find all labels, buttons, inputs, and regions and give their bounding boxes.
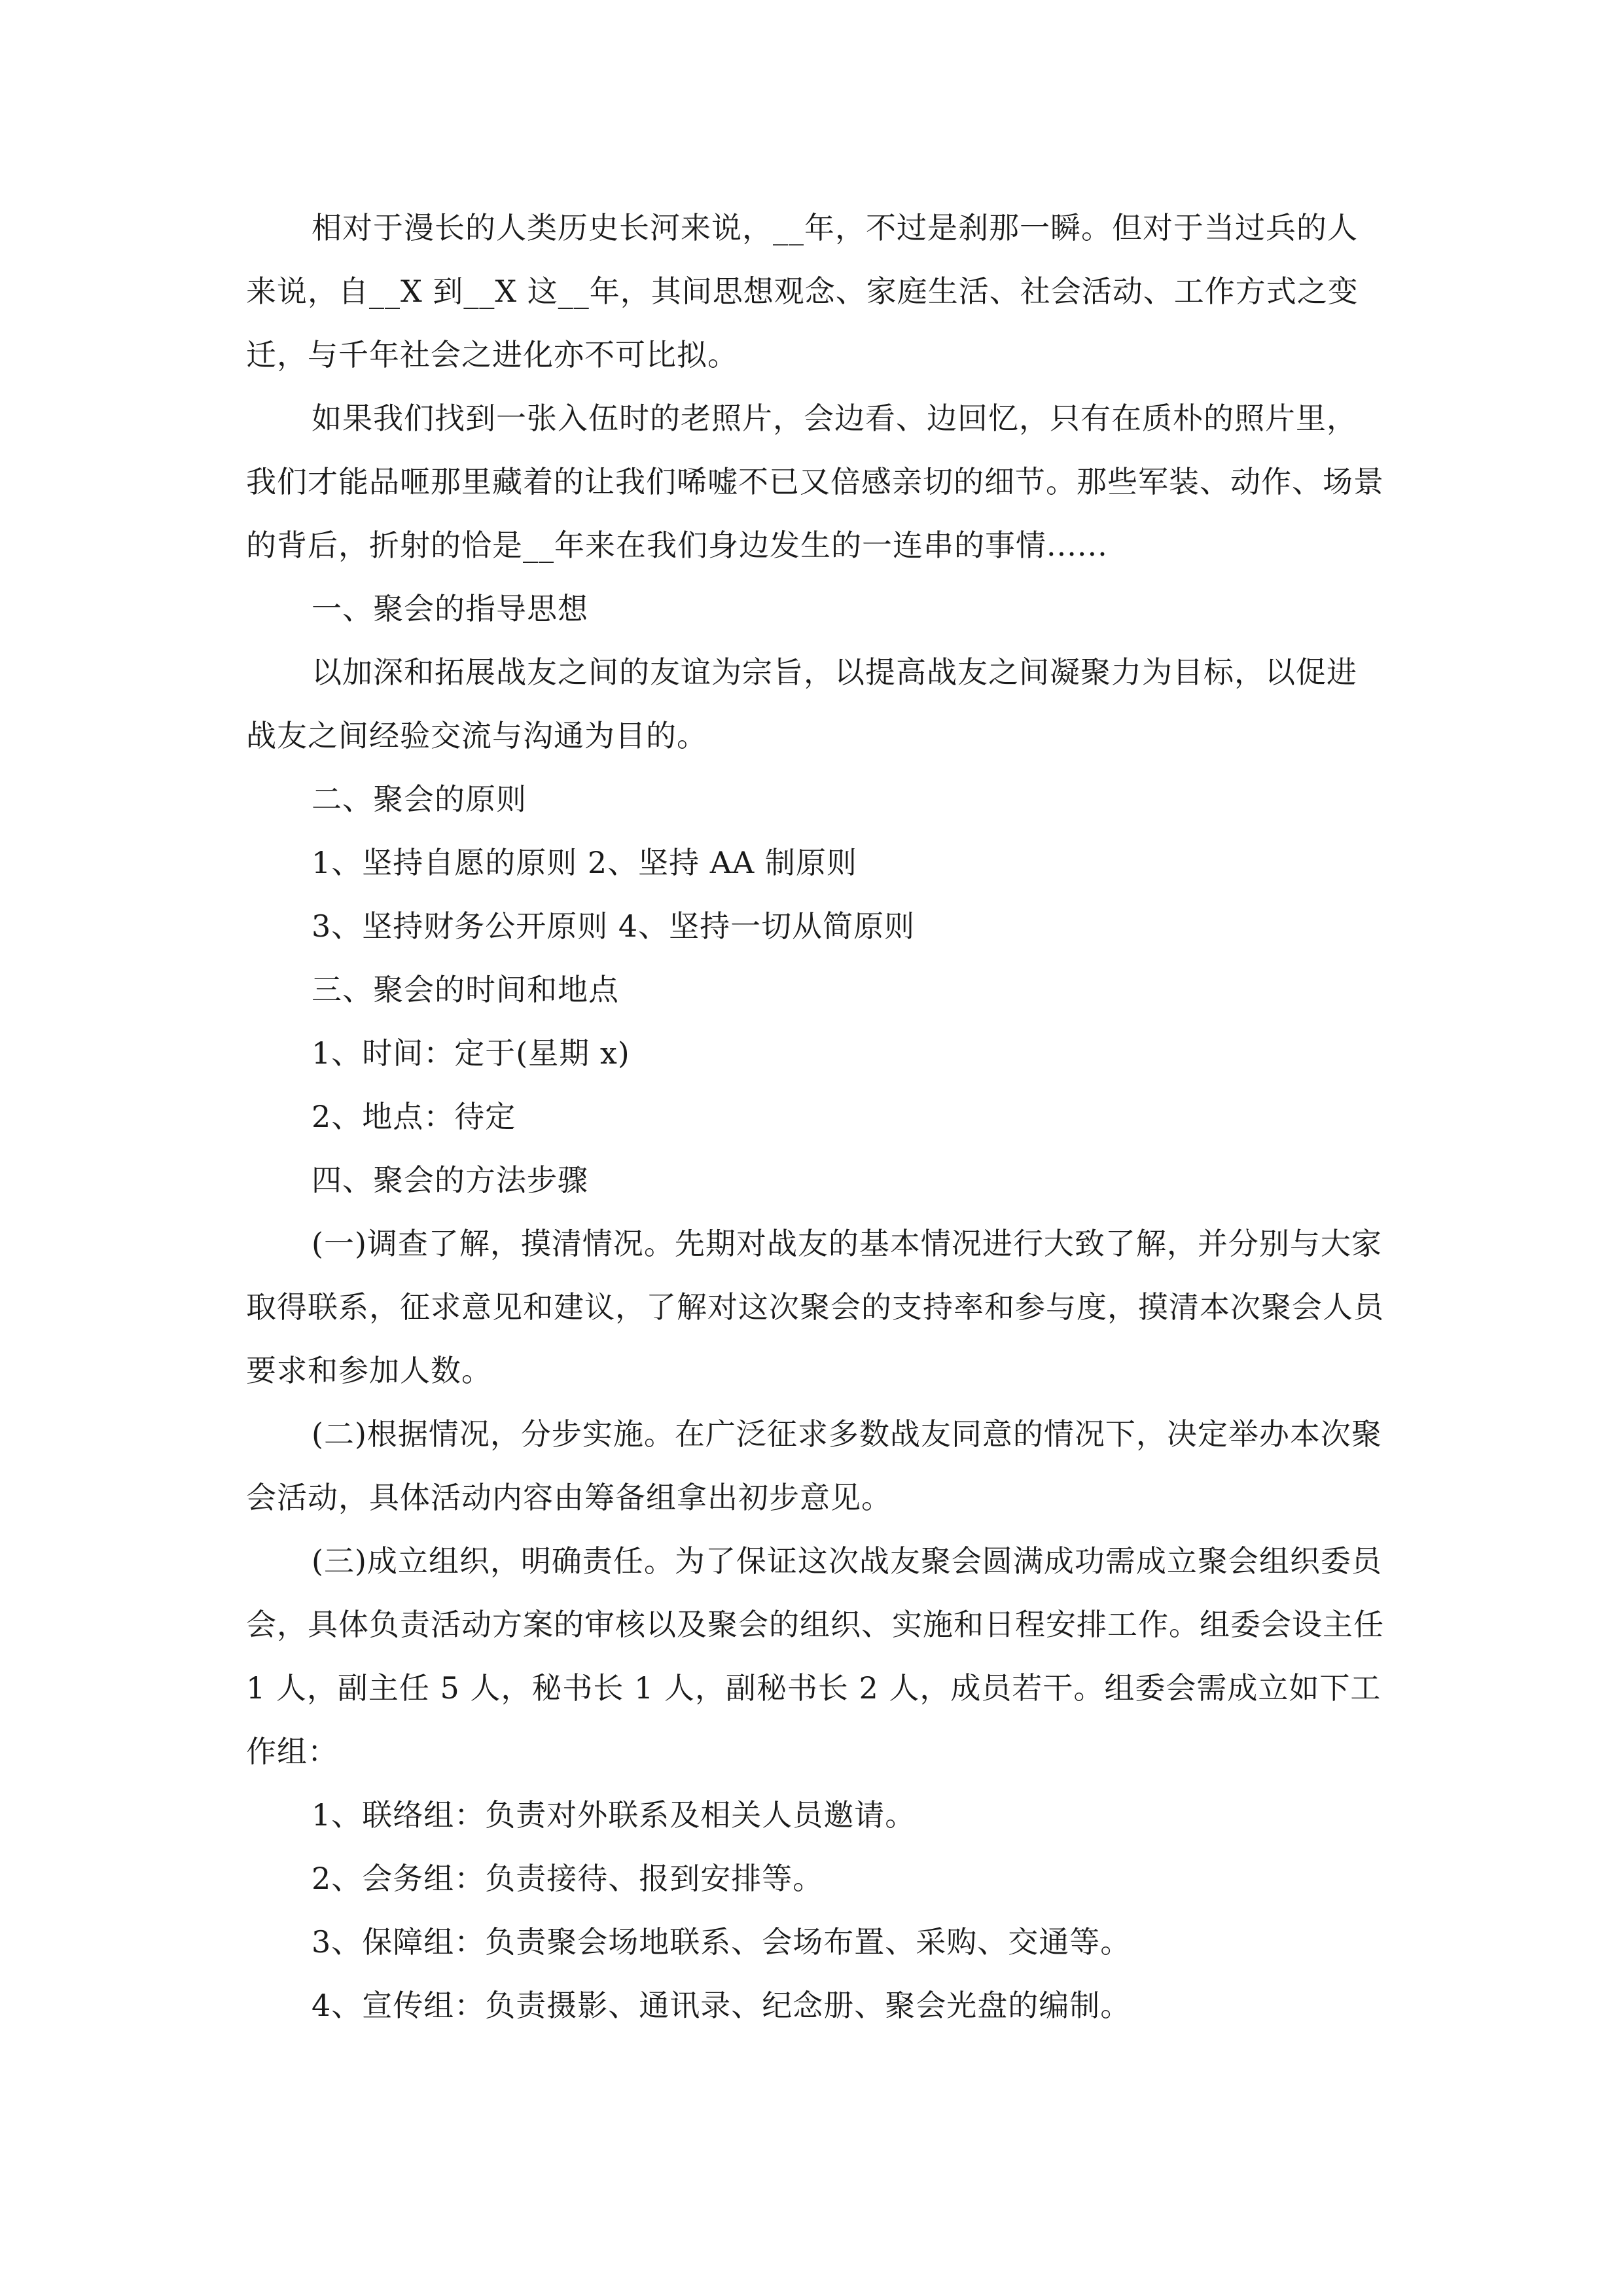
place-item: 2、地点：待定 xyxy=(312,1099,516,1134)
method-step-3-paragraph: (三)成立组织，明确责任。为了保证这次战友聚会圆满成功需成立聚会组织委员会，具体负责活动方案的审核以及聚会的组织、实施和日程安排工作。组委会设主任 1 人，副主任 5 人，秘书长 1 人，副秘书长 2 人，成员若干。组委会需成立如下工作组： xyxy=(246,1543,1395,1769)
section-heading-time-place: 三、聚会的时间和地点 xyxy=(312,972,619,1007)
work-group-publicity: 4、宣传组：负责摄影、通讯录、纪念册、聚会光盘的编制。 xyxy=(312,1988,1132,2023)
work-group-affairs: 2、会务组：负责接待、报到安排等。 xyxy=(312,1861,824,1896)
document-body xyxy=(246,196,1395,2037)
work-group-support: 3、保障组：负责聚会场地联系、会场布置、采购、交通等。 xyxy=(312,1924,1132,1960)
work-group-liaison: 1、联络组：负责对外联系及相关人员邀请。 xyxy=(312,1797,916,1833)
section-heading-guiding-idea: 一、聚会的指导思想 xyxy=(312,591,588,626)
principles-line-1: 1、坚持自愿的原则 2、坚持 AA 制原则 xyxy=(312,845,857,880)
section-heading-principles: 二、聚会的原则 xyxy=(312,781,527,817)
method-step-1-paragraph: (一)调查了解，摸清情况。先期对战友的基本情况进行大致了解，并分别与大家取得联系，征求意见和建议，了解对这次聚会的支持率和参与度，摸清本次聚会人员要求和参加人数。 xyxy=(246,1226,1384,1388)
guiding-idea-paragraph: 以加深和拓展战友之间的友谊为宗旨，以提高战友之间凝聚力为目标，以促进战友之间经验交流与沟通为目的。 xyxy=(246,655,1357,753)
intro-paragraph: 相对于漫长的人类历史长河来说，__年，不过是刹那一瞬。但对于当过兵的人来说，自__X 到__X 这__年，其间思想观念、家庭生活、社会活动、工作方式之变迁，与千年社会之进化亦不可比拟。 xyxy=(246,210,1359,372)
principles-line-2: 3、坚持财务公开原则 4、坚持一切从简原则 xyxy=(312,908,916,944)
photo-paragraph: 如果我们找到一张入伍时的老照片，会边看、边回忆，只有在质朴的照片里，我们才能品咂那里藏着的让我们唏嘘不已又倍感亲切的细节。那些军装、动作、场景的背后，折射的恰是__年来在我们身边发生的一连串的事情...... xyxy=(246,401,1384,563)
method-step-2-paragraph: (二)根据情况，分步实施。在广泛征求多数战友同意的情况下，决定举办本次聚会活动，具体活动内容由筹备组拿出初步意见。 xyxy=(246,1416,1382,1515)
time-item: 1、时间：定于(星期 x) xyxy=(312,1035,630,1071)
section-heading-methods: 四、聚会的方法步骤 xyxy=(312,1162,588,1198)
